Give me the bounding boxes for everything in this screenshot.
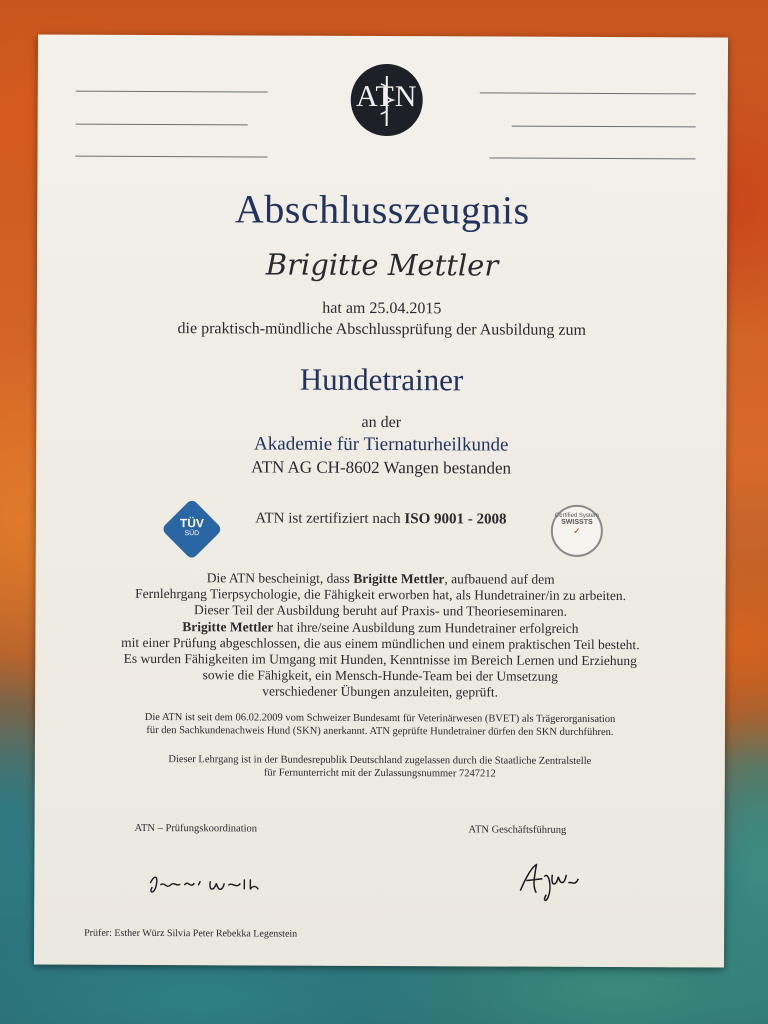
date-line: hat am 25.04.2015 [322, 299, 442, 318]
header-rule-left-3 [75, 156, 267, 158]
signature-label-management: ATN Geschäftsführung [468, 824, 567, 836]
header-rule-right-1 [480, 92, 696, 94]
header-rule-right-2 [512, 126, 696, 128]
bvet-note: Die ATN ist seit dem 06.02.2009 vom Schweizer Bundesamt für Veterinärwesen (BVET) als Trägerorganisation für den Sachkundenachweis Hund (SKN) anerkannt. ATN geprüfte Hundetrainer dürfen den SKN durchführen. [144, 711, 616, 739]
paragraph-line: Es wurden Fähigkeiten im Umgang mit Hunden, Kenntnisse im Bereich Lernen und Erziehung [123, 650, 637, 669]
header-rule-right-3 [489, 157, 695, 159]
tuv-logo: TÜV SÜD [179, 516, 204, 538]
logo-text: ATN [356, 79, 418, 114]
examiners: Prüfer: Esther Würz Silvia Peter Rebekka Legenstein [84, 927, 298, 940]
recipient-name-inline: Brigitte Mettler [182, 618, 274, 635]
signature-label-coordination: ATN – Prüfungskoordination [134, 822, 258, 835]
recipient-name: Brigitte Mettler [265, 247, 499, 283]
paragraph-line: Brigitte Mettler hat ihre/seine Ausbildung zum Hundetrainer erfolgreich [182, 618, 579, 636]
atn-logo [351, 64, 423, 136]
profession: Hundetrainer [299, 361, 464, 398]
header-rule-left-2 [76, 124, 248, 126]
main-paragraph [35, 569, 726, 702]
at-the-label: an der [361, 413, 402, 432]
swiss-ts-logo: Certified System SWISSTS ✓ [551, 505, 603, 557]
paragraph-line: Dieser Teil der Ausbildung beruht auf Praxis- und Theorieseminaren. [193, 602, 568, 620]
academy-name: Akademie für Tiernaturheilkunde [254, 433, 509, 456]
certificate-paper [34, 34, 728, 967]
iso-text: ATN ist zertifiziert nach [255, 510, 401, 528]
header-rule-left-1 [76, 91, 268, 93]
signature-left [144, 871, 274, 902]
paragraph-line: verschiedener Übungen anzuleiten, geprüft. [262, 683, 499, 700]
paragraph-line: sowie die Fähigkeit, ein Mensch-Hunde-Team bei der Umsetzung [202, 667, 558, 684]
recipient-name-inline: Brigitte Mettler [353, 570, 445, 587]
iso-standard: ISO 9001 - 2008 [404, 511, 507, 528]
signature-right [514, 857, 584, 907]
exam-line: die praktisch-mündliche Abschlussprüfung der Ausbildung zum [177, 320, 586, 339]
zfu-note: Dieser Lehrgang ist in der Bundesrepublik Deutschland zugelassen durch die Staatliche Zentralstelle für Fernunterricht mit der Zulassungsnummer 7247212 [168, 754, 592, 780]
academy-address: ATN AG CH-8602 Wangen bestanden [251, 457, 512, 478]
paragraph-line: Fernlehrgang Tierpsychologie, die Fähigkeit erworben hat, als Hundetrainer/in zu arbeiten. [135, 586, 627, 604]
checkmark-icon: ✓ [573, 525, 581, 536]
iso-certification [36, 509, 726, 529]
paragraph-line: Die ATN bescheinigt, dass Brigitte Mettler, aufbauend auf dem [206, 570, 555, 587]
certificate-title: Abschlusszeugnis [234, 186, 530, 233]
paragraph-line: mit einer Prüfung abgeschlossen, die aus einem mündlichen und einem praktischen Teil besteht. [121, 634, 640, 652]
